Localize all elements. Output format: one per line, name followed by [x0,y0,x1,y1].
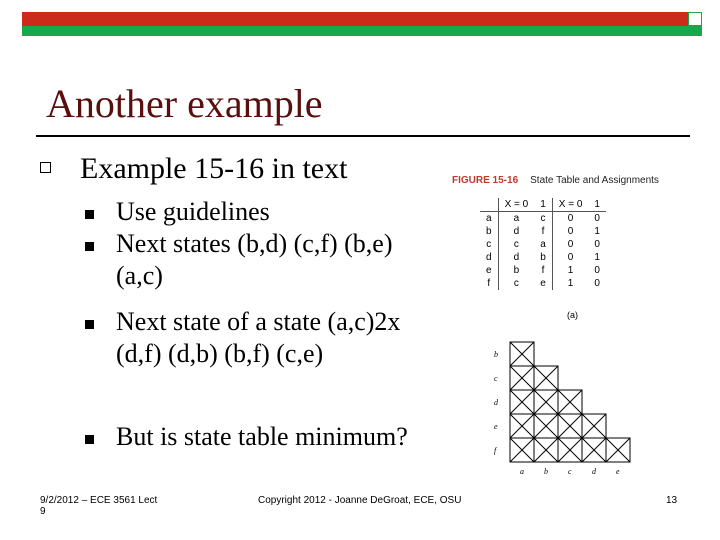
table-cell: a [513,213,520,224]
table-cell: e [534,277,552,290]
footer-date [40,495,157,517]
sub-bullet-text: Next states (b,d) (c,f) (b,e) [116,229,393,258]
main-bullet: Example 15-16 in text [80,152,348,185]
table-cell: 0 [594,239,600,250]
page-number: 13 [666,495,678,506]
footer-copyright: Copyright 2012 - Joanne DeGroat, ECE, OSU [258,495,462,506]
figure-number: FIGURE 15-16 [452,175,519,186]
table-cell: b [534,251,552,264]
table-cell: 0 [594,278,600,289]
state-table [480,198,606,290]
implication-chart [488,338,648,488]
table-cell: d [513,252,520,263]
figure-caption [452,175,659,186]
table-cell: d [513,226,520,237]
sub-bullet-text: Use guidelines [116,197,270,226]
table-cell: c [480,238,498,251]
header-green-bar [22,26,688,36]
table-cell: 0 [567,213,574,224]
row-label: e [494,422,498,431]
table-cell: 0 [594,265,600,276]
col-label: e [616,467,620,476]
table-cell: 1 [594,226,600,237]
header-corner-square-filled [688,26,702,36]
implication-grid [494,342,630,476]
table-cell: 1 [594,252,600,263]
table-cell: f [480,277,498,290]
slide-title: Another example [46,81,323,126]
table-row [480,225,606,238]
row-label: b [494,350,498,359]
table-cell: c [513,239,519,250]
square-bullet-icon [85,210,94,219]
header-red-bar [22,12,688,26]
col-label: d [592,467,596,476]
col-label: a [520,467,524,476]
col-label: c [568,467,572,476]
table-header-cell [480,198,498,212]
table-header-cell: 1 [534,198,552,212]
table-header-cell: X = 0 [498,198,534,212]
table-header-row [480,198,606,212]
table-cell: f [534,225,552,238]
table-cell: b [480,225,498,238]
table-cell: 1 [567,265,574,276]
sub-bullet-text: Next state of a state (a,c)2x [116,307,401,336]
table-cell: b [513,265,520,276]
sub-bullet-continuation: (d,f) (d,b) (b,f) (c,e) [116,339,324,368]
figure-title: State Table and Assignments [530,175,659,186]
table-header-cell: 1 [588,198,606,212]
table-cell: e [480,264,498,277]
table-cell: a [480,212,498,226]
sub-bullet-text: But is state table minimum? [116,422,408,451]
square-bullet-icon [85,435,94,444]
table-row [480,212,606,226]
sub-bullet-continuation: (a,c) [116,261,163,290]
table-cell: 1 [567,278,574,289]
square-bullet-icon [85,242,94,251]
header-corner-square [688,12,702,26]
table-cell: c [513,278,519,289]
table-cell: d [480,251,498,264]
row-label: d [494,398,498,407]
table-cell: 0 [567,239,574,250]
table-header-cell: X = 0 [552,198,588,212]
table-row [480,277,606,290]
table-cell: 0 [567,252,574,263]
row-label: f [494,446,497,455]
table-row [480,264,606,277]
row-label: c [494,374,498,383]
footer-date-line: 9 [40,506,46,517]
table-cell: 0 [594,213,600,224]
col-label: b [544,467,548,476]
table-row [480,238,606,251]
table-cell: 0 [567,226,574,237]
square-bullet-icon [85,320,94,329]
footer-date-line: 9/2/2012 – ECE 3561 Lect [40,495,158,506]
hollow-square-bullet-icon [40,162,51,173]
table-label: (a) [567,310,578,320]
table-cell: c [534,212,552,226]
table-cell: f [534,264,552,277]
table-cell: a [534,238,552,251]
table-row [480,251,606,264]
title-divider [36,135,690,137]
